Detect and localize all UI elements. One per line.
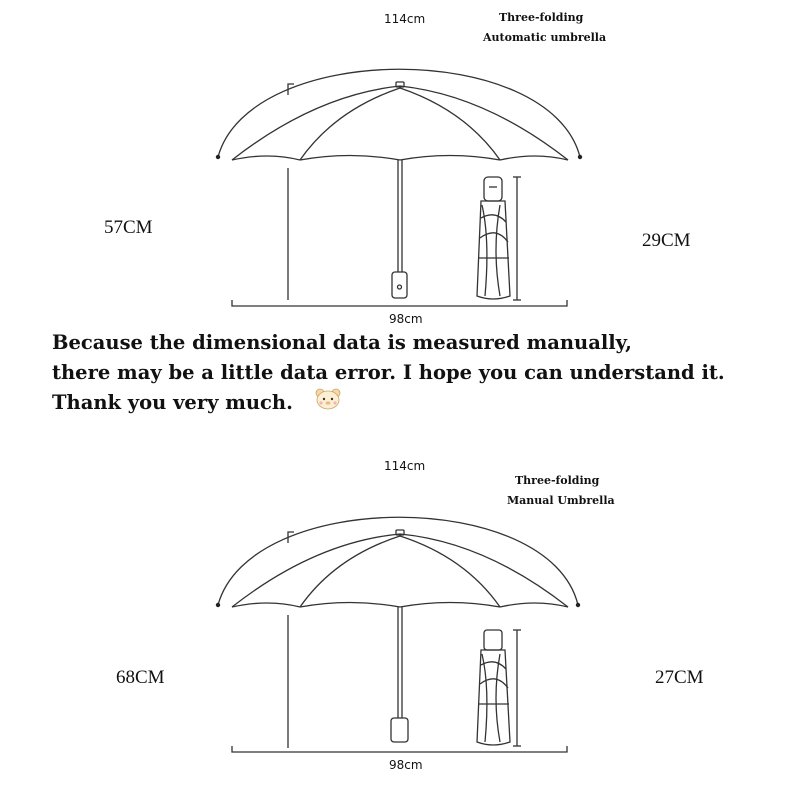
- bear-face-icon: [315, 388, 341, 419]
- type-label-line1: Three-folding: [499, 11, 584, 24]
- open-height-label: 57CM: [104, 217, 153, 238]
- umbrella-handle: [391, 718, 408, 742]
- notice-line1: Because the dimensional data is measured manually,: [52, 331, 632, 354]
- manual-umbrella-diagram: [0, 450, 800, 780]
- folded-umbrella: [477, 630, 510, 745]
- width-dimension-line: [232, 300, 567, 306]
- manual-umbrella-drawing: [0, 450, 800, 780]
- width-label: 98cm: [389, 312, 423, 326]
- automatic-umbrella-diagram: [0, 0, 800, 330]
- notice-line3: [52, 388, 792, 418]
- arc-length-label: 114cm: [384, 459, 426, 473]
- umbrella-canopy: [232, 86, 568, 160]
- type-label-line1: Three-folding: [515, 474, 600, 487]
- umbrella-type-label: [483, 8, 607, 48]
- notice-line3-text: Thank you very much.: [52, 391, 293, 414]
- measurement-notice: [52, 328, 792, 418]
- type-label-line2: Automatic umbrella: [483, 31, 607, 44]
- open-height-label: 68CM: [116, 667, 165, 688]
- width-dimension-line: [232, 746, 567, 752]
- arc-length-label: 114cm: [384, 12, 426, 26]
- folded-umbrella: [477, 177, 510, 299]
- folded-length-label: 27CM: [655, 667, 704, 688]
- umbrella-type-label: [507, 471, 615, 511]
- type-label-line2: Manual Umbrella: [507, 494, 615, 507]
- width-label: 98cm: [389, 758, 423, 772]
- umbrella-canopy: [232, 534, 568, 607]
- folded-length-label: 29CM: [642, 230, 691, 251]
- automatic-umbrella-drawing: [0, 0, 800, 330]
- notice-line2: there may be a little data error. I hope you can understand it.: [52, 361, 725, 384]
